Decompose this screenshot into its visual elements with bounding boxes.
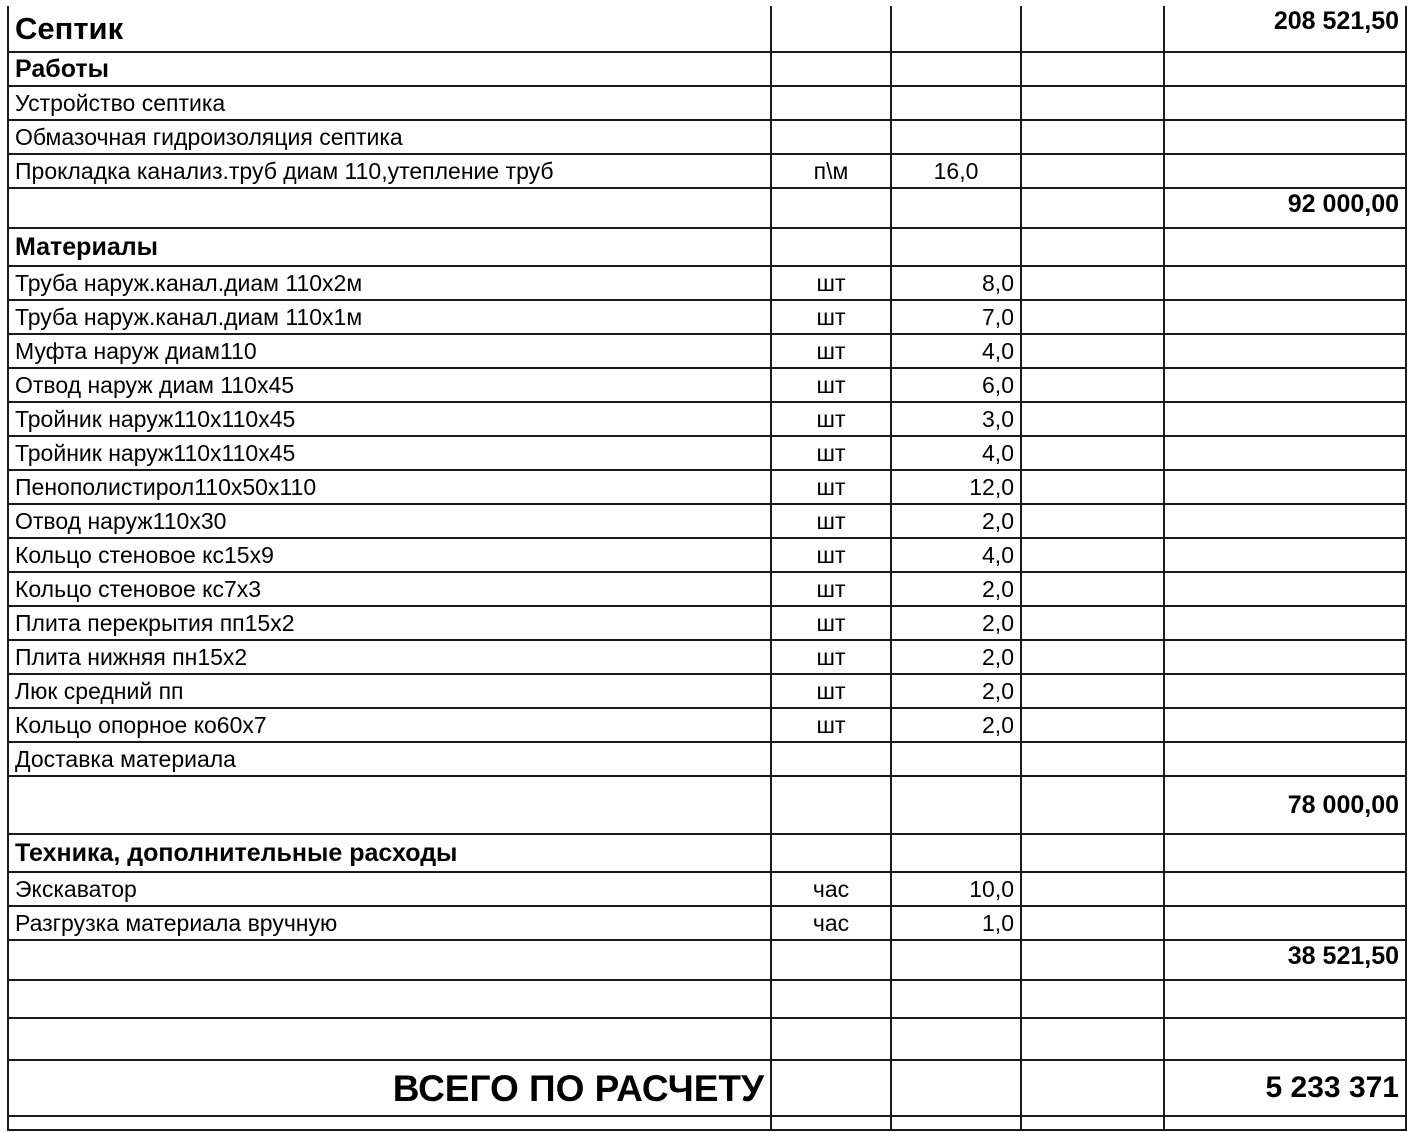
table-row [8,906,1406,940]
empty-cell [1164,834,1406,872]
empty-cell [1021,640,1164,674]
item-unit: шт [771,606,891,640]
item-unit: час [771,872,891,906]
empty-cell [1021,674,1164,708]
empty-cell [1021,154,1164,188]
table-row [8,872,1406,906]
item-unit: п\м [771,154,891,188]
item-qty: 12,0 [891,470,1021,504]
empty-cell [1164,538,1406,572]
empty-cell [1164,742,1406,776]
works-heading: Работы [8,52,771,86]
empty-cell [1164,436,1406,470]
empty-cell [8,1116,771,1130]
empty-cell [771,776,891,834]
empty-cell [1164,300,1406,334]
empty-cell [891,1060,1021,1116]
item-name: Труба наруж.канал.диам 110х1м [8,300,771,334]
empty-cell [771,980,891,1018]
equipment-total: 38 521,50 [1164,940,1406,980]
empty-cell [1164,228,1406,266]
empty-cell [891,940,1021,980]
item-unit: шт [771,402,891,436]
empty-cell [1164,1116,1406,1130]
equipment-heading-row [8,834,1406,872]
item-qty: 2,0 [891,708,1021,742]
empty-cell [1164,674,1406,708]
grand-total-value: 5 233 371 [1164,1060,1406,1116]
empty-cell [1021,872,1164,906]
empty-cell [1021,228,1164,266]
table-row [8,334,1406,368]
item-name: Обмазочная гидроизоляция септика [8,120,771,154]
empty-cell [1021,300,1164,334]
item-name: Отвод наруж диам 110х45 [8,368,771,402]
item-unit: шт [771,368,891,402]
section-title: Септик [8,6,771,52]
item-unit: шт [771,470,891,504]
empty-cell [8,776,771,834]
item-name: Отвод наруж110х30 [8,504,771,538]
empty-cell [771,228,891,266]
empty-cell [1021,402,1164,436]
empty-cell [1164,606,1406,640]
item-qty: 2,0 [891,674,1021,708]
item-unit: шт [771,300,891,334]
table-row [8,572,1406,606]
empty-cell [1021,266,1164,300]
materials-heading: Материалы [8,228,771,266]
empty-cell [1021,436,1164,470]
item-name: Труба наруж.канал.диам 110х2м [8,266,771,300]
empty-cell [1164,980,1406,1018]
item-name: Плита нижняя пн15х2 [8,640,771,674]
empty-cell [771,188,891,228]
empty-cell [1164,120,1406,154]
empty-cell [891,6,1021,52]
grand-total-label: ВСЕГО ПО РАСЧЕТУ [8,1060,771,1116]
empty-cell [1021,188,1164,228]
item-name: Пенополистирол110х50х110 [8,470,771,504]
empty-cell [1021,538,1164,572]
item-qty: 8,0 [891,266,1021,300]
blank-row [8,980,1406,1018]
empty-cell [1021,504,1164,538]
empty-cell [1164,86,1406,120]
item-name: Тройник наруж110х110х45 [8,436,771,470]
empty-cell [1164,708,1406,742]
empty-cell [1021,906,1164,940]
table-row [8,436,1406,470]
empty-cell [1164,872,1406,906]
item-unit: шт [771,708,891,742]
item-name: Кольцо стеновое кс15х9 [8,538,771,572]
item-qty: 1,0 [891,906,1021,940]
item-qty [891,120,1021,154]
item-qty [891,742,1021,776]
table-row [8,300,1406,334]
empty-cell [1021,572,1164,606]
item-unit: шт [771,436,891,470]
empty-cell [1021,86,1164,120]
empty-cell [1164,640,1406,674]
empty-cell [891,52,1021,86]
item-qty: 6,0 [891,368,1021,402]
empty-cell [891,228,1021,266]
item-qty: 7,0 [891,300,1021,334]
empty-cell [891,1018,1021,1060]
empty-cell [1164,1018,1406,1060]
empty-cell [8,980,771,1018]
item-name: Тройник наруж110х110х45 [8,402,771,436]
empty-cell [1164,154,1406,188]
empty-cell [1021,708,1164,742]
item-name: Прокладка канализ.труб диам 110,утепление труб [8,154,771,188]
empty-cell [1021,980,1164,1018]
item-name: Муфта наруж диам110 [8,334,771,368]
materials-heading-row [8,228,1406,266]
empty-cell [1021,470,1164,504]
item-unit [771,742,891,776]
item-name: Доставка материала [8,742,771,776]
item-name: Экскаватор [8,872,771,906]
empty-cell [1021,52,1164,86]
table-row [8,606,1406,640]
item-qty: 10,0 [891,872,1021,906]
item-unit: шт [771,334,891,368]
estimate-table [7,6,1407,1131]
item-qty: 4,0 [891,334,1021,368]
item-unit: час [771,906,891,940]
item-qty: 4,0 [891,436,1021,470]
item-name: Кольцо стеновое кс7х3 [8,572,771,606]
blank-row [8,1018,1406,1060]
table-row [8,154,1406,188]
grand-total-row [8,1060,1406,1116]
empty-cell [771,834,891,872]
equipment-total-row [8,940,1406,980]
empty-cell [1164,52,1406,86]
empty-cell [1164,906,1406,940]
materials-total-row [8,776,1406,834]
empty-cell [1021,6,1164,52]
table-row [8,470,1406,504]
item-qty: 2,0 [891,572,1021,606]
item-unit [771,86,891,120]
empty-cell [891,1116,1021,1130]
empty-cell [1164,266,1406,300]
item-unit: шт [771,538,891,572]
empty-cell [1021,368,1164,402]
materials-total: 78 000,00 [1164,776,1406,834]
item-qty: 16,0 [891,154,1021,188]
empty-cell [8,1018,771,1060]
empty-cell [771,1116,891,1130]
empty-cell [771,940,891,980]
empty-cell [1164,504,1406,538]
empty-cell [891,188,1021,228]
empty-cell [891,980,1021,1018]
table-row [8,402,1406,436]
empty-cell [1164,470,1406,504]
table-row [8,86,1406,120]
empty-cell [891,776,1021,834]
table-row [8,368,1406,402]
item-unit: шт [771,572,891,606]
item-name: Устройство септика [8,86,771,120]
item-unit: шт [771,640,891,674]
table-row [8,538,1406,572]
item-name: Разгрузка материала вручную [8,906,771,940]
empty-cell [1021,1018,1164,1060]
empty-cell [771,1060,891,1116]
works-total-row [8,188,1406,228]
item-unit: шт [771,504,891,538]
table-row [8,504,1406,538]
item-unit: шт [771,674,891,708]
empty-cell [1021,776,1164,834]
empty-cell [891,834,1021,872]
empty-cell [1021,120,1164,154]
table-row [8,742,1406,776]
title-row [8,6,1406,52]
blank-row [8,1116,1406,1130]
empty-cell [1021,1060,1164,1116]
table-row [8,674,1406,708]
table-row [8,120,1406,154]
item-qty: 2,0 [891,606,1021,640]
empty-cell [1021,1116,1164,1130]
empty-cell [1164,402,1406,436]
works-total: 92 000,00 [1164,188,1406,228]
item-name: Плита перекрытия пп15х2 [8,606,771,640]
works-heading-row [8,52,1406,86]
equipment-heading: Техника, дополнительные расходы [8,834,771,872]
item-qty: 2,0 [891,504,1021,538]
empty-cell [771,1018,891,1060]
item-qty [891,86,1021,120]
empty-cell [1164,334,1406,368]
empty-cell [8,188,771,228]
empty-cell [1164,368,1406,402]
item-qty: 3,0 [891,402,1021,436]
empty-cell [1164,572,1406,606]
item-qty: 2,0 [891,640,1021,674]
empty-cell [1021,940,1164,980]
item-unit: шт [771,266,891,300]
item-name: Кольцо опорное ко60х7 [8,708,771,742]
table-row [8,640,1406,674]
empty-cell [771,52,891,86]
empty-cell [771,6,891,52]
title-total: 208 521,50 [1164,6,1406,52]
empty-cell [1021,742,1164,776]
table-row [8,708,1406,742]
item-unit [771,120,891,154]
item-qty: 4,0 [891,538,1021,572]
empty-cell [8,940,771,980]
empty-cell [1021,834,1164,872]
empty-cell [1021,606,1164,640]
item-name: Люк средний пп [8,674,771,708]
empty-cell [1021,334,1164,368]
table-row [8,266,1406,300]
